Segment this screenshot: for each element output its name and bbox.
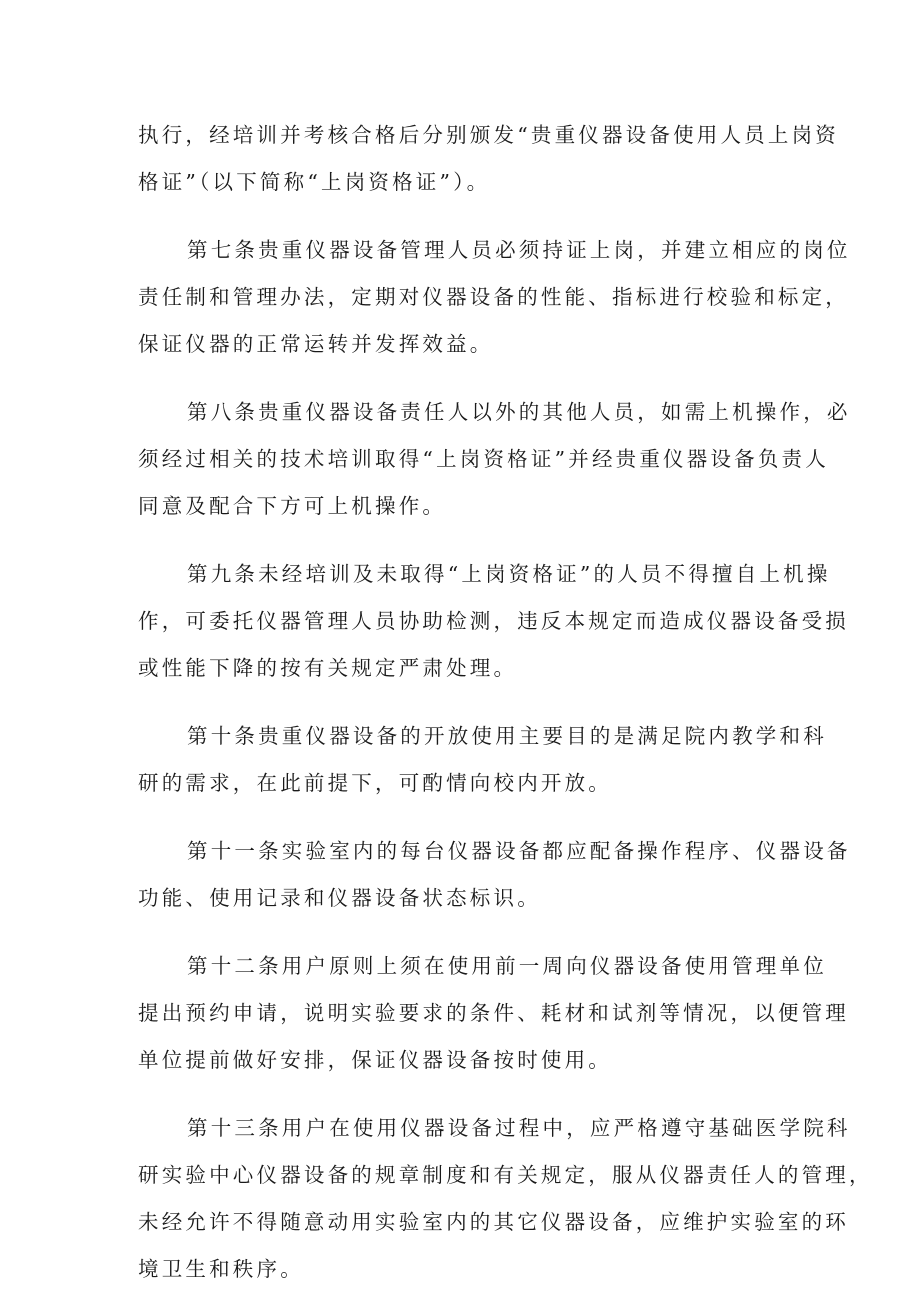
text-line: 保证仪器的正常运转并发挥效益。 <box>138 332 494 356</box>
text-line: 单位提前做好安排，保证仪器设备按时使用。 <box>138 1048 612 1072</box>
text-line: 作，可委托仪器管理人员协助检测，违反本规定而造成仪器设备受损 <box>138 609 849 633</box>
paragraph-article-8 <box>138 389 851 530</box>
text-line: 功能、使用记录和仪器设备状态标识。 <box>138 886 541 910</box>
text-line: 责任制和管理办法，定期对仪器设备的性能、指标进行校验和标定， <box>138 285 849 309</box>
text-line: 须经过相关的技术培训取得“上岗资格证”并经贵重仪器设备负责人 <box>138 447 829 471</box>
paragraph-article-9 <box>138 551 849 692</box>
paragraph-article-10 <box>138 713 827 807</box>
paragraph-article-7 <box>138 227 851 368</box>
text-line: 第七条贵重仪器设备管理人员必须持证上岗，并建立相应的岗位 <box>187 238 851 262</box>
text-line: 第十二条用户原则上须在使用前一周向仪器设备使用管理单位 <box>187 954 827 978</box>
text-line: 格证”（以下简称“上岗资格证”）。 <box>138 170 491 194</box>
text-line: 研的需求，在此前提下，可酌情向校内开放。 <box>138 771 612 795</box>
text-line: 第八条贵重仪器设备责任人以外的其他人员，如需上机操作，必 <box>187 400 851 424</box>
text-line: 第十一条实验室内的每台仪器设备都应配备操作程序、仪器设备 <box>187 839 851 863</box>
paragraph-article-12 <box>138 943 849 1084</box>
text-line: 提出预约申请，说明实验要求的条件、耗材和试剂等情况，以便管理 <box>138 1001 849 1025</box>
text-line: 境卫生和秩序。 <box>138 1257 304 1281</box>
document-body <box>138 112 873 1314</box>
text-line: 执行，经培训并考核合格后分别颁发“贵重仪器设备使用人员上岗资 <box>138 123 839 147</box>
text-line: 第十三条用户在使用仪器设备过程中，应严格遵守基础医学院科 <box>187 1116 851 1140</box>
paragraph-article-11 <box>138 828 851 922</box>
text-line: 同意及配合下方可上机操作。 <box>138 494 447 518</box>
text-line: 未经允许不得随意动用实验室内的其它仪器设备，应维护实验室的环 <box>138 1210 849 1234</box>
text-line: 或性能下降的按有关规定严肃处理。 <box>138 656 518 680</box>
text-line: 第九条未经培训及未取得“上岗资格证”的人员不得擅自上机操 <box>187 562 831 586</box>
text-line: 第十条贵重仪器设备的开放使用主要目的是满足院内教学和科 <box>187 724 827 748</box>
paragraph-continuation <box>138 112 839 206</box>
paragraph-article-13 <box>138 1105 873 1293</box>
text-line: 研实验中心仪器设备的规章制度和有关规定，服从仪器责任人的管理， <box>138 1163 873 1187</box>
